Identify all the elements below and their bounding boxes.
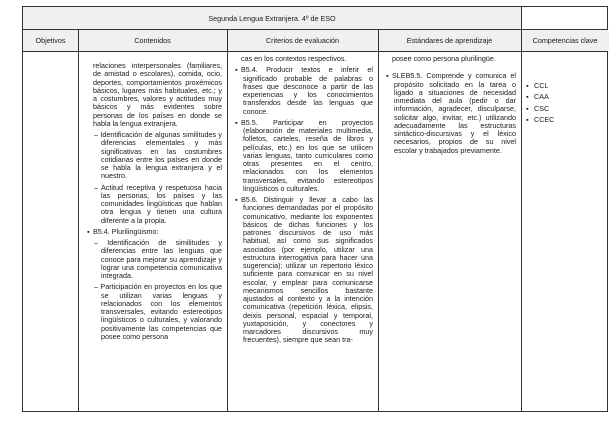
curriculum-table bbox=[22, 6, 608, 412]
contenidos-block bbox=[85, 228, 222, 236]
square-bullet-icon: ▪ bbox=[235, 117, 238, 127]
estandar-item bbox=[384, 72, 516, 155]
competencia-label: CCEC bbox=[534, 114, 555, 124]
header-competencias: Competencias clave bbox=[532, 36, 598, 45]
square-bullet-icon: ▪ bbox=[87, 226, 90, 236]
square-bullet-icon: ▪ bbox=[526, 114, 529, 124]
title-row-bottom-line bbox=[23, 29, 607, 30]
competencia-item bbox=[526, 82, 606, 90]
competencia-item bbox=[526, 93, 606, 101]
header-estandares: Estándares de aprendizaje bbox=[406, 36, 493, 45]
competencia-item bbox=[526, 116, 606, 124]
criterio-item bbox=[233, 66, 373, 116]
contenidos-paragraph: relaciones interpersonales (familiares, de amistad o escolares), comida, ocio, deportes, comportamientos proxémicos básicos, lugares más habituales, etc.; y a costumbres, valores y actitudes muy básicos y más evidentes sobre personas de los países en donde se habla la lengua extranjera. bbox=[93, 61, 222, 128]
competencia-item bbox=[526, 105, 606, 113]
square-bullet-icon: ▪ bbox=[526, 92, 529, 102]
competencia-label: CAA bbox=[534, 92, 549, 102]
col-divider-3 bbox=[378, 30, 379, 411]
header-contenidos: Contenidos bbox=[134, 36, 171, 45]
criterios-column bbox=[233, 55, 373, 348]
contenidos-item: – Identificación de similitudes y diferencias entre las lenguas que conoce para mejorar su aprendizaje y lograr una competencia comunicativa integrada. bbox=[94, 238, 222, 280]
contenidos-item: – Identificación de algunas similitudes y diferencias elementales y más significativas en las costumbres cotidianas entre los países en donde se habla la lengua extranjera y el nuestro. bbox=[94, 130, 222, 181]
square-bullet-icon: ▪ bbox=[386, 71, 389, 81]
competencia-label: CSC bbox=[534, 103, 550, 113]
header-objetivos: Objetivos bbox=[35, 36, 66, 45]
estandares-column bbox=[384, 55, 516, 158]
criterio-text: B5.4. Producir textos e inferir el significado probable de palabras o frases que desconoce a partir de las experiencias y los conocimientos transferidos desde las lenguas que conoce. bbox=[241, 65, 373, 116]
contenidos-item: – Actitud receptiva y respetuosa hacia las personas, los países y las comunidades lingüísticas que hablan otra lengua y tienen una cultura diferente a la propia. bbox=[94, 182, 222, 225]
criterio-item bbox=[233, 196, 373, 345]
contenidos-block-label: B5.4. Plurilingüismo: bbox=[93, 226, 159, 236]
criterio-text: B5.5. Participar en proyectos (elaboración de materiales multimedia, folletos, carteles, reseña de libros y películas, etc.) en los que se utilicen varias lenguas, tanto curriculares como otras presentes en el centro, relacionados con los elementos transversales, evitando estereotipos lingüísticos o culturales. bbox=[241, 117, 373, 193]
square-bullet-icon: ▪ bbox=[526, 81, 529, 90]
estandares-paragraph: posee como persona plurilingüe. bbox=[392, 54, 496, 63]
col-divider-2 bbox=[227, 30, 228, 411]
competencia-label: CCL bbox=[534, 81, 549, 90]
header-criterios: Criterios de evaluación bbox=[265, 36, 340, 45]
contenidos-column bbox=[85, 62, 222, 344]
criterio-item bbox=[233, 119, 373, 193]
col-divider-1 bbox=[78, 30, 79, 411]
competencias-column bbox=[526, 82, 606, 127]
square-bullet-icon: ▪ bbox=[235, 195, 238, 204]
header-row-bottom-line bbox=[23, 51, 607, 52]
square-bullet-icon: ▪ bbox=[235, 65, 238, 75]
competencias-list bbox=[526, 82, 606, 124]
square-bullet-icon: ▪ bbox=[526, 103, 529, 113]
col-divider-4 bbox=[521, 7, 522, 411]
table-title: Segunda Lengua Extranjera. 4º de ESO bbox=[208, 14, 336, 23]
criterio-text: B5.6. Distinguir y llevar a cabo las funciones demandadas por el propósito comunicativo, mediante los exponentes básicos de dichas funciones y los patrones discursivos de uso más habitual, así como sus significados asociados (por ejemplo, utilizar una estructura interrogativa para hacer una sugerencia); utilizar un repertorio léxico suficiente para comunicar en su nivel escolar, y emplear para comunicarse mecanismos sencillos bastante ajustados al contexto y a la intención comunicativa (repetición léxica, elipsis, deixis personal, espacial y temporal, yuxtaposición, y conectores y marcadores discursivos muy frecuentes), siempre que sean tra- bbox=[241, 195, 373, 345]
criterios-paragraph: cas en los contextos respectivos. bbox=[241, 54, 347, 63]
contenidos-item: – Participación en proyectos en los que se utilizan varias lenguas y relacionados con los elementos transversales, evitando estereotipos lingüísticos o culturales, y valorando positivamente las competencias que posee como persona bbox=[94, 282, 222, 341]
estandar-text: SLEB5.5. Comprende y comunica el propósito solicitado en la tarea o ligado a situaciones de necesidad inmediata del aula (pedir o dar información, agradecer, disculparse, solicitar algo, invitar, etc.) utilizando adecuadamente las estructuras sintáctico-discursivas y el léxico necesarios, propios de su nivel escolar y trabajados previamente. bbox=[392, 71, 516, 155]
